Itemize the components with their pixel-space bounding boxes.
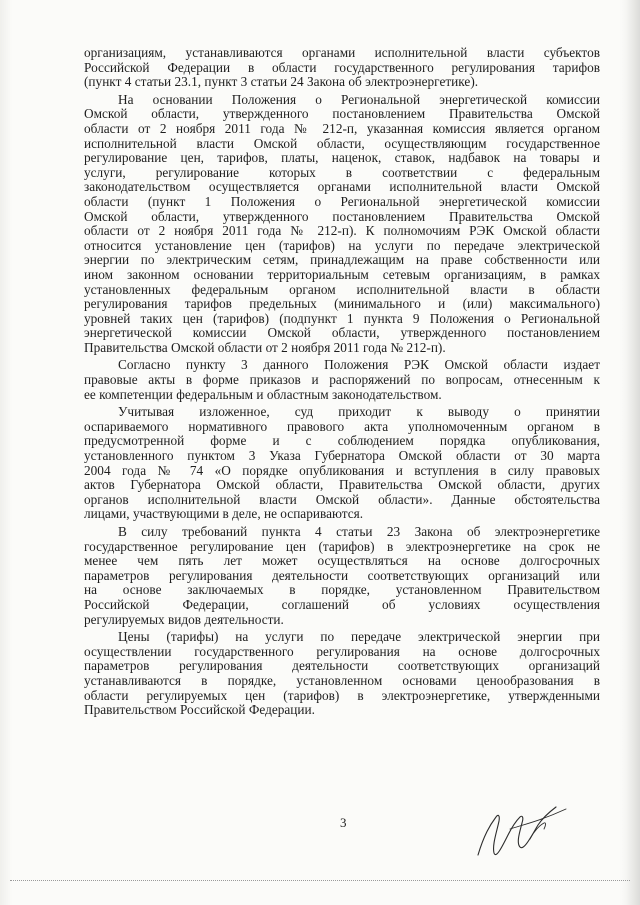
text-line: Учитывая изложенное, суд приходит к выводу о принятии (118, 405, 600, 420)
scan-shadow-edge (626, 0, 640, 905)
text-line: установленных федеральным органом исполнительной власти в области (84, 282, 600, 297)
handwritten-signature (470, 795, 580, 870)
text-line: услуги, регулирование которых в соответствии с федеральным (84, 165, 600, 180)
page-bottom-edge (10, 880, 630, 881)
text-line: области регулируемых цен (тарифов) в электроэнергетике, утвержденными (84, 688, 600, 703)
paragraph (84, 358, 600, 402)
text-line: актов Губернатора Омской области, Правительства Омской области, других (84, 478, 600, 493)
page-number: 3 (340, 815, 347, 830)
text-line: осуществлении государственного регулирования на основе долгосрочных (84, 644, 600, 659)
text-line: регулирование цен, тарифов, платы, наценок, ставок, надбавок на товары и (84, 151, 600, 166)
text-line: энергетической комиссии Омской области, утвержденного постановлением (84, 326, 600, 341)
text-line: организациям, устанавливаются органами исполнительной власти субъектов (84, 46, 600, 60)
text-line: Согласно пункту 3 данного Положения РЭК Омской области издает (118, 358, 600, 373)
paragraph (84, 525, 600, 627)
text-line: На основании Положения о Региональной энергетической комиссии (118, 92, 600, 107)
text-line: ее компетенции федеральным и областным законодательством. (84, 387, 442, 402)
document-body (84, 46, 600, 721)
text-line: В силу требований пункта 4 статьи 23 Закона об электроэнергетике (118, 525, 600, 539)
text-line: на основе заключаемых в порядке, установленном Правительством (84, 583, 600, 598)
text-line: Омской области, утвержденного постановлением Правительства Омской (84, 209, 600, 224)
text-line: исполнительной власти Омской области, осуществляющим государственное (84, 136, 600, 151)
text-line: регулирования тарифов предельных (минимального и (или) максимального) (84, 297, 600, 312)
paragraph (84, 46, 600, 90)
text-line: относится установление цен (тарифов) на услуги по передаче электрической (84, 238, 600, 253)
text-line: Цены (тарифы) на услуги по передаче электрической энергии при (118, 630, 600, 645)
text-line: лицами, участвующими в деле, не оспариваются. (84, 507, 364, 522)
text-line: Омской области, утвержденного постановлением Правительства Омской (84, 107, 600, 122)
text-line: параметров регулирования деятельности соответствующих организаций (84, 659, 600, 674)
text-line: энергии по электрическим сетям, принадлежащим на праве собственности или (84, 253, 600, 268)
text-line: Правительства Омской области от 2 ноября 2011 года № 212-п). (84, 340, 446, 355)
text-line: ином законном основании территориальным сетевым организациям, в рамках (84, 267, 600, 282)
text-line: государственное регулирование цен (тарифов) в электроэнергетике на срок не (84, 539, 600, 554)
text-line: законодательством осуществляется органами исполнительной власти Омской (84, 180, 600, 195)
text-line: регулируемых видов деятельности. (84, 612, 284, 627)
text-line: области от 2 ноября 2011 года № 212-п, указанная комиссия является органом (84, 121, 600, 136)
text-line: параметров регулирования деятельности соответствующих организаций или (84, 568, 600, 583)
text-line: области от 2 ноября 2011 года № 212-п). К полномочиям РЭК Омской области (84, 224, 600, 239)
text-line: менее чем пять лет может осуществляться на основе долгосрочных (84, 554, 600, 569)
text-line: уровней таких цен (тарифов) (подпункт 1 пункта 9 Положения о Региональной (84, 311, 600, 326)
text-line: 2004 года № 74 «О порядке опубликования и вступления в силу правовых (84, 463, 600, 478)
text-line: устанавливаются в порядке, установленном основами ценообразования в (84, 673, 600, 688)
text-line: установленного пунктом 3 Указа Губернатора Омской области от 30 марта (84, 449, 600, 464)
text-line: Правительством Российской Федерации. (84, 703, 315, 718)
text-line: оспариваемого нормативного правового акта уполномоченным органом в (84, 419, 600, 434)
text-line: Российской Федерации в области государственного регулирования тарифов (84, 60, 600, 75)
text-line: предусмотренной форме и с соблюдением порядка опубликования, (84, 434, 600, 449)
paragraph (84, 405, 600, 522)
paragraph (84, 630, 600, 718)
paragraph (84, 93, 600, 356)
text-line: области (пункт 1 Положения о Региональной энергетической комиссии (84, 194, 600, 209)
text-line: (пункт 4 статьи 23.1, пункт 3 статьи 24 Закона об электроэнергетике). (84, 75, 479, 90)
text-line: Российской Федерации, соглашений об условиях осуществления (84, 597, 600, 612)
text-line: органов исполнительной власти Омской области». Данные обстоятельства (84, 492, 600, 507)
text-line: правовые акты в форме приказов и распоряжений по вопросам, отнесенным к (84, 373, 600, 388)
